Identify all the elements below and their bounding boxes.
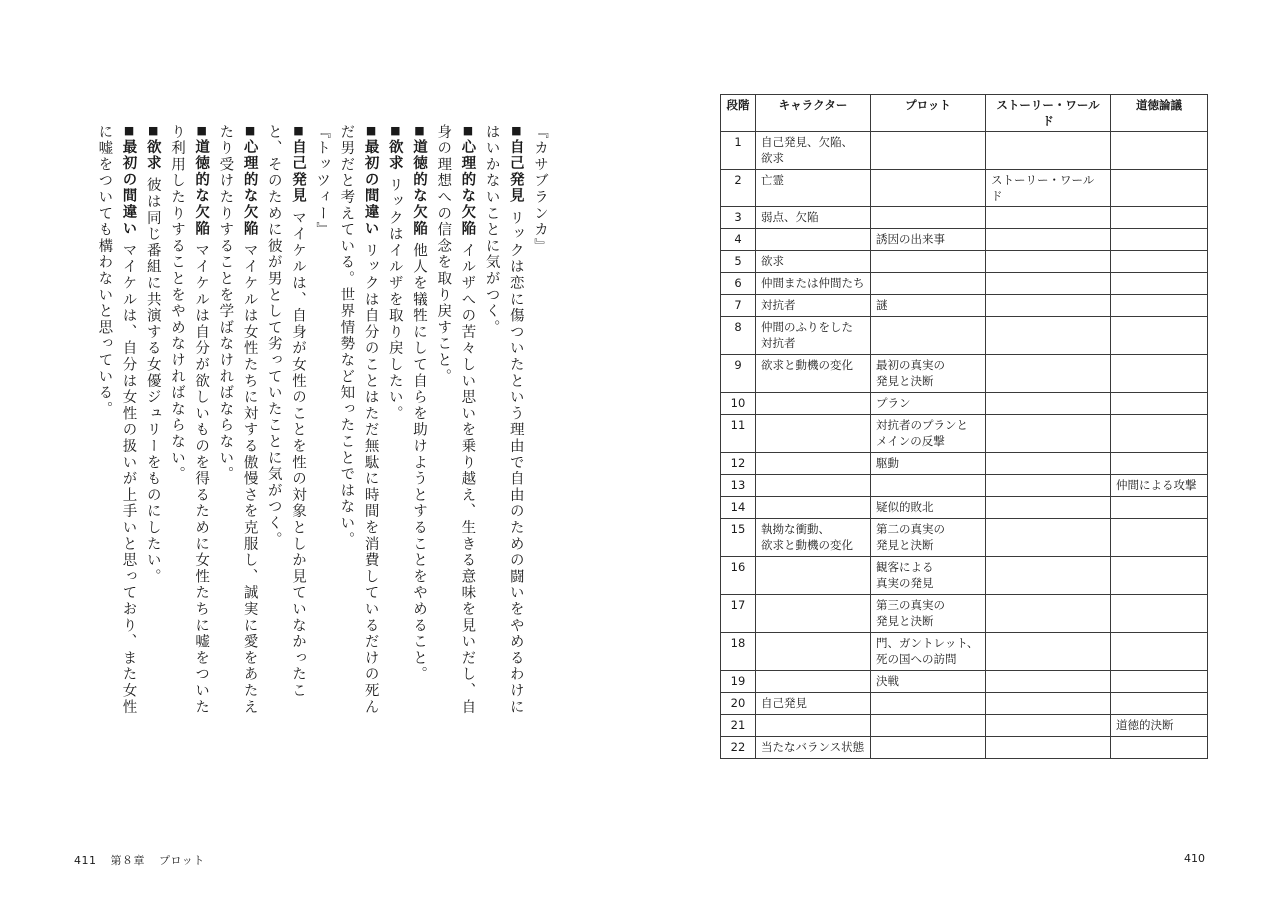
list-item xyxy=(92,124,140,724)
moral-argument-cell xyxy=(1111,415,1208,453)
list-item xyxy=(383,124,407,724)
table-row xyxy=(721,519,1208,557)
stage-cell: 15 xyxy=(721,519,756,557)
bullet-square-icon: ■ xyxy=(509,124,523,139)
item-text: マイケルは、自身が女性のことを性の対象としか見ていなかったこと、そのために彼が男として劣っていたことに気がつく。 xyxy=(265,124,306,700)
moral-argument-cell xyxy=(1111,595,1208,633)
moral-argument-cell xyxy=(1111,170,1208,207)
stage-cell: 19 xyxy=(721,671,756,693)
story-world-cell xyxy=(986,355,1111,393)
character-cell xyxy=(756,633,871,671)
plot-cell: 観客による 真実の発見 xyxy=(871,557,986,595)
plot-cell: 門、ガントレット、 死の国への訪問 xyxy=(871,633,986,671)
vertical-body-text xyxy=(52,124,552,724)
stage-cell: 16 xyxy=(721,557,756,595)
table-row xyxy=(721,355,1208,393)
item-text: マイケルは自分が欲しいものを得るために女性たちに嘘をついたり利用したりすることをやめなければならない。 xyxy=(168,124,210,716)
plot-cell: 最初の真実の 発見と決断 xyxy=(871,355,986,393)
plot-cell xyxy=(871,737,986,759)
story-world-cell xyxy=(986,475,1111,497)
bullet-square-icon: ■ xyxy=(388,124,402,139)
story-world-cell xyxy=(986,519,1111,557)
table-row xyxy=(721,132,1208,170)
moral-argument-cell: 仲間による攻撃 xyxy=(1111,475,1208,497)
story-world-cell: ストーリー・ワールド xyxy=(986,170,1111,207)
story-world-cell xyxy=(986,737,1111,759)
stage-cell: 7 xyxy=(721,295,756,317)
moral-argument-cell xyxy=(1111,229,1208,251)
moral-argument-cell xyxy=(1111,132,1208,170)
table-header-row xyxy=(721,95,1208,132)
stage-cell: 13 xyxy=(721,475,756,497)
item-text: マイケルは女性たちに対する傲慢さを克服し、誠実に愛をあたえたり受けたりすることを学ばなければならない。 xyxy=(217,124,258,716)
story-world-cell xyxy=(986,207,1111,229)
stage-cell: 21 xyxy=(721,715,756,737)
stage-cell: 1 xyxy=(721,132,756,170)
table-row xyxy=(721,207,1208,229)
moral-argument-cell xyxy=(1111,557,1208,595)
story-world-cell xyxy=(986,132,1111,170)
stage-cell: 5 xyxy=(721,251,756,273)
bullet-square-icon: ■ xyxy=(364,124,378,139)
plot-cell: 決戦 xyxy=(871,671,986,693)
plot-cell xyxy=(871,207,986,229)
plot-cell xyxy=(871,715,986,737)
item-term: 心理的な欠陥 xyxy=(459,138,476,237)
moral-argument-cell xyxy=(1111,693,1208,715)
moral-argument-cell: 道徳的決断 xyxy=(1111,715,1208,737)
plot-cell xyxy=(871,170,986,207)
character-cell xyxy=(756,393,871,415)
character-cell: 弱点、欠陥 xyxy=(756,207,871,229)
story-world-cell xyxy=(986,671,1111,693)
plot-cell: 謎 xyxy=(871,295,986,317)
left-page-footer xyxy=(74,852,215,868)
chapter-label: 第８章 xyxy=(110,854,145,867)
item-term: 欲求 xyxy=(386,138,403,172)
story-world-cell xyxy=(986,693,1111,715)
section-heading: 『トッツィー』 xyxy=(314,124,331,239)
stage-cell: 17 xyxy=(721,595,756,633)
story-world-cell xyxy=(986,715,1111,737)
stage-cell: 6 xyxy=(721,273,756,295)
plot-cell xyxy=(871,475,986,497)
stage-cell: 9 xyxy=(721,355,756,393)
table-row xyxy=(721,317,1208,355)
plot-cell xyxy=(871,251,986,273)
character-cell xyxy=(756,453,871,475)
item-term: 欲求 xyxy=(144,138,161,172)
plot-cell xyxy=(871,132,986,170)
character-cell: 自己発見 xyxy=(756,693,871,715)
character-cell xyxy=(756,415,871,453)
table-row xyxy=(721,715,1208,737)
table-row xyxy=(721,693,1208,715)
stage-cell: 22 xyxy=(721,737,756,759)
stage-cell: 12 xyxy=(721,453,756,475)
character-cell: 仲間または仲間たち xyxy=(756,273,871,295)
story-world-cell xyxy=(986,497,1111,519)
item-text: 他人を犠牲にして自らを助けようとすることをやめること。 xyxy=(410,242,427,683)
character-cell: 執拗な衝動、 欲求と動機の変化 xyxy=(756,519,871,557)
story-world-cell xyxy=(986,453,1111,475)
story-world-cell xyxy=(986,317,1111,355)
item-text: リックはイルザを取り戻したい。 xyxy=(386,177,403,422)
moral-argument-cell xyxy=(1111,273,1208,295)
section-label: プロット xyxy=(159,854,205,867)
table-row xyxy=(721,251,1208,273)
character-cell xyxy=(756,475,871,497)
plot-cell: 疑似的敗北 xyxy=(871,497,986,519)
moral-argument-cell xyxy=(1111,295,1208,317)
list-item xyxy=(262,124,310,724)
bullet-square-icon: ■ xyxy=(412,124,426,139)
moral-argument-cell xyxy=(1111,497,1208,519)
item-text: イルザへの苦々しい思いを乗り越え、生きる意味を見いだし、自身の理想への信念を取り戻すこと。 xyxy=(435,124,476,716)
story-world-cell xyxy=(986,557,1111,595)
moral-argument-cell xyxy=(1111,393,1208,415)
character-cell: 欲求と動機の変化 xyxy=(756,355,871,393)
character-cell: 当たなバランス状態 xyxy=(756,737,871,759)
list-item xyxy=(479,124,527,724)
stage-cell: 4 xyxy=(721,229,756,251)
table-row xyxy=(721,170,1208,207)
table-row xyxy=(721,475,1208,497)
plot-cell: プラン xyxy=(871,393,986,415)
item-text: マイケルは、自分は女性の扱いが上手いと思っており、また女性に嘘をついても構わないと思っている。 xyxy=(96,124,137,716)
plot-cell: 対抗者のプランと メインの反撃 xyxy=(871,415,986,453)
moral-argument-cell xyxy=(1111,737,1208,759)
story-world-cell xyxy=(986,251,1111,273)
moral-argument-cell xyxy=(1111,453,1208,475)
table-row xyxy=(721,497,1208,519)
plot-cell: 第二の真実の 発見と決断 xyxy=(871,519,986,557)
story-structure-table xyxy=(720,94,1208,759)
bullet-square-icon: ■ xyxy=(122,124,136,139)
character-cell: 対抗者 xyxy=(756,295,871,317)
bullet-square-icon: ■ xyxy=(243,124,257,139)
plot-cell xyxy=(871,273,986,295)
item-text: 彼は同じ番組に共演する女優ジュリーをものにしたい。 xyxy=(144,177,161,585)
list-item xyxy=(431,124,479,724)
stage-cell: 8 xyxy=(721,317,756,355)
section-heading: 『カサブランカ』 xyxy=(532,124,548,255)
header-character: キャラクター xyxy=(756,95,871,132)
moral-argument-cell xyxy=(1111,519,1208,557)
list-item xyxy=(141,124,165,724)
stage-cell: 18 xyxy=(721,633,756,671)
list-item xyxy=(165,124,213,724)
character-cell xyxy=(756,557,871,595)
character-cell: 欲求 xyxy=(756,251,871,273)
moral-argument-cell xyxy=(1111,207,1208,229)
list-item xyxy=(213,124,261,724)
item-term: 道徳的な欠陥 xyxy=(193,138,210,237)
table-row xyxy=(721,557,1208,595)
item-text: リックは自分のことはただ無駄に時間を消費しているだけの死んだ男だと考えている。世界情勢など知ったことではない。 xyxy=(338,124,379,716)
character-cell xyxy=(756,595,871,633)
story-world-cell xyxy=(986,595,1111,633)
table-row xyxy=(721,273,1208,295)
stage-cell: 10 xyxy=(721,393,756,415)
bullet-square-icon: ■ xyxy=(146,124,160,139)
stage-cell: 3 xyxy=(721,207,756,229)
stage-cell: 11 xyxy=(721,415,756,453)
header-plot: プロット xyxy=(871,95,986,132)
stage-cell: 14 xyxy=(721,497,756,519)
item-term: 心理的な欠陥 xyxy=(241,138,258,237)
character-cell: 仲間のふりをした 対抗者 xyxy=(756,317,871,355)
moral-argument-cell xyxy=(1111,317,1208,355)
header-story-world: ストーリー・ワールド xyxy=(986,95,1111,132)
table-row xyxy=(721,415,1208,453)
list-item xyxy=(407,124,431,724)
stage-cell: 20 xyxy=(721,693,756,715)
story-world-cell xyxy=(986,393,1111,415)
story-world-cell xyxy=(986,633,1111,671)
bullet-square-icon: ■ xyxy=(195,124,209,139)
character-cell xyxy=(756,715,871,737)
stage-cell: 2 xyxy=(721,170,756,207)
table-row xyxy=(721,737,1208,759)
character-cell: 自己発見、欠陥、 欲求 xyxy=(756,132,871,170)
item-term: 自己発見 xyxy=(289,138,306,205)
moral-argument-cell xyxy=(1111,355,1208,393)
story-world-cell xyxy=(986,415,1111,453)
table-row xyxy=(721,671,1208,693)
plot-cell xyxy=(871,317,986,355)
item-term: 最初の間違い xyxy=(120,138,137,237)
table-row xyxy=(721,595,1208,633)
moral-argument-cell xyxy=(1111,671,1208,693)
moral-argument-cell xyxy=(1111,633,1208,671)
item-term: 最初の間違い xyxy=(362,138,379,237)
plot-cell: 駆動 xyxy=(871,453,986,475)
header-moral-argument: 道徳論議 xyxy=(1111,95,1208,132)
table-row xyxy=(721,295,1208,317)
character-cell xyxy=(756,671,871,693)
table-row xyxy=(721,229,1208,251)
item-text: リックは恋に傷ついたという理由で自由のための闘いをやめるわけにはいかないことに気がつく。 xyxy=(483,124,524,716)
character-cell xyxy=(756,497,871,519)
moral-argument-cell xyxy=(1111,251,1208,273)
item-term: 自己発見 xyxy=(507,138,524,205)
left-page-number: 411 xyxy=(74,854,97,867)
plot-cell xyxy=(871,693,986,715)
character-cell: 亡霊 xyxy=(756,170,871,207)
plot-cell: 誘因の出来事 xyxy=(871,229,986,251)
story-world-cell xyxy=(986,295,1111,317)
list-item xyxy=(334,124,382,724)
bullet-square-icon: ■ xyxy=(291,124,305,139)
item-term: 道徳的な欠陥 xyxy=(410,138,427,237)
table-row xyxy=(721,393,1208,415)
story-world-cell xyxy=(986,229,1111,251)
character-cell xyxy=(756,229,871,251)
table-row xyxy=(721,633,1208,671)
right-page-number: 410 xyxy=(1184,852,1205,865)
header-stage: 段階 xyxy=(721,95,756,132)
bullet-square-icon: ■ xyxy=(461,124,475,139)
table-row xyxy=(721,453,1208,475)
plot-cell: 第三の真実の 発見と決断 xyxy=(871,595,986,633)
story-world-cell xyxy=(986,273,1111,295)
